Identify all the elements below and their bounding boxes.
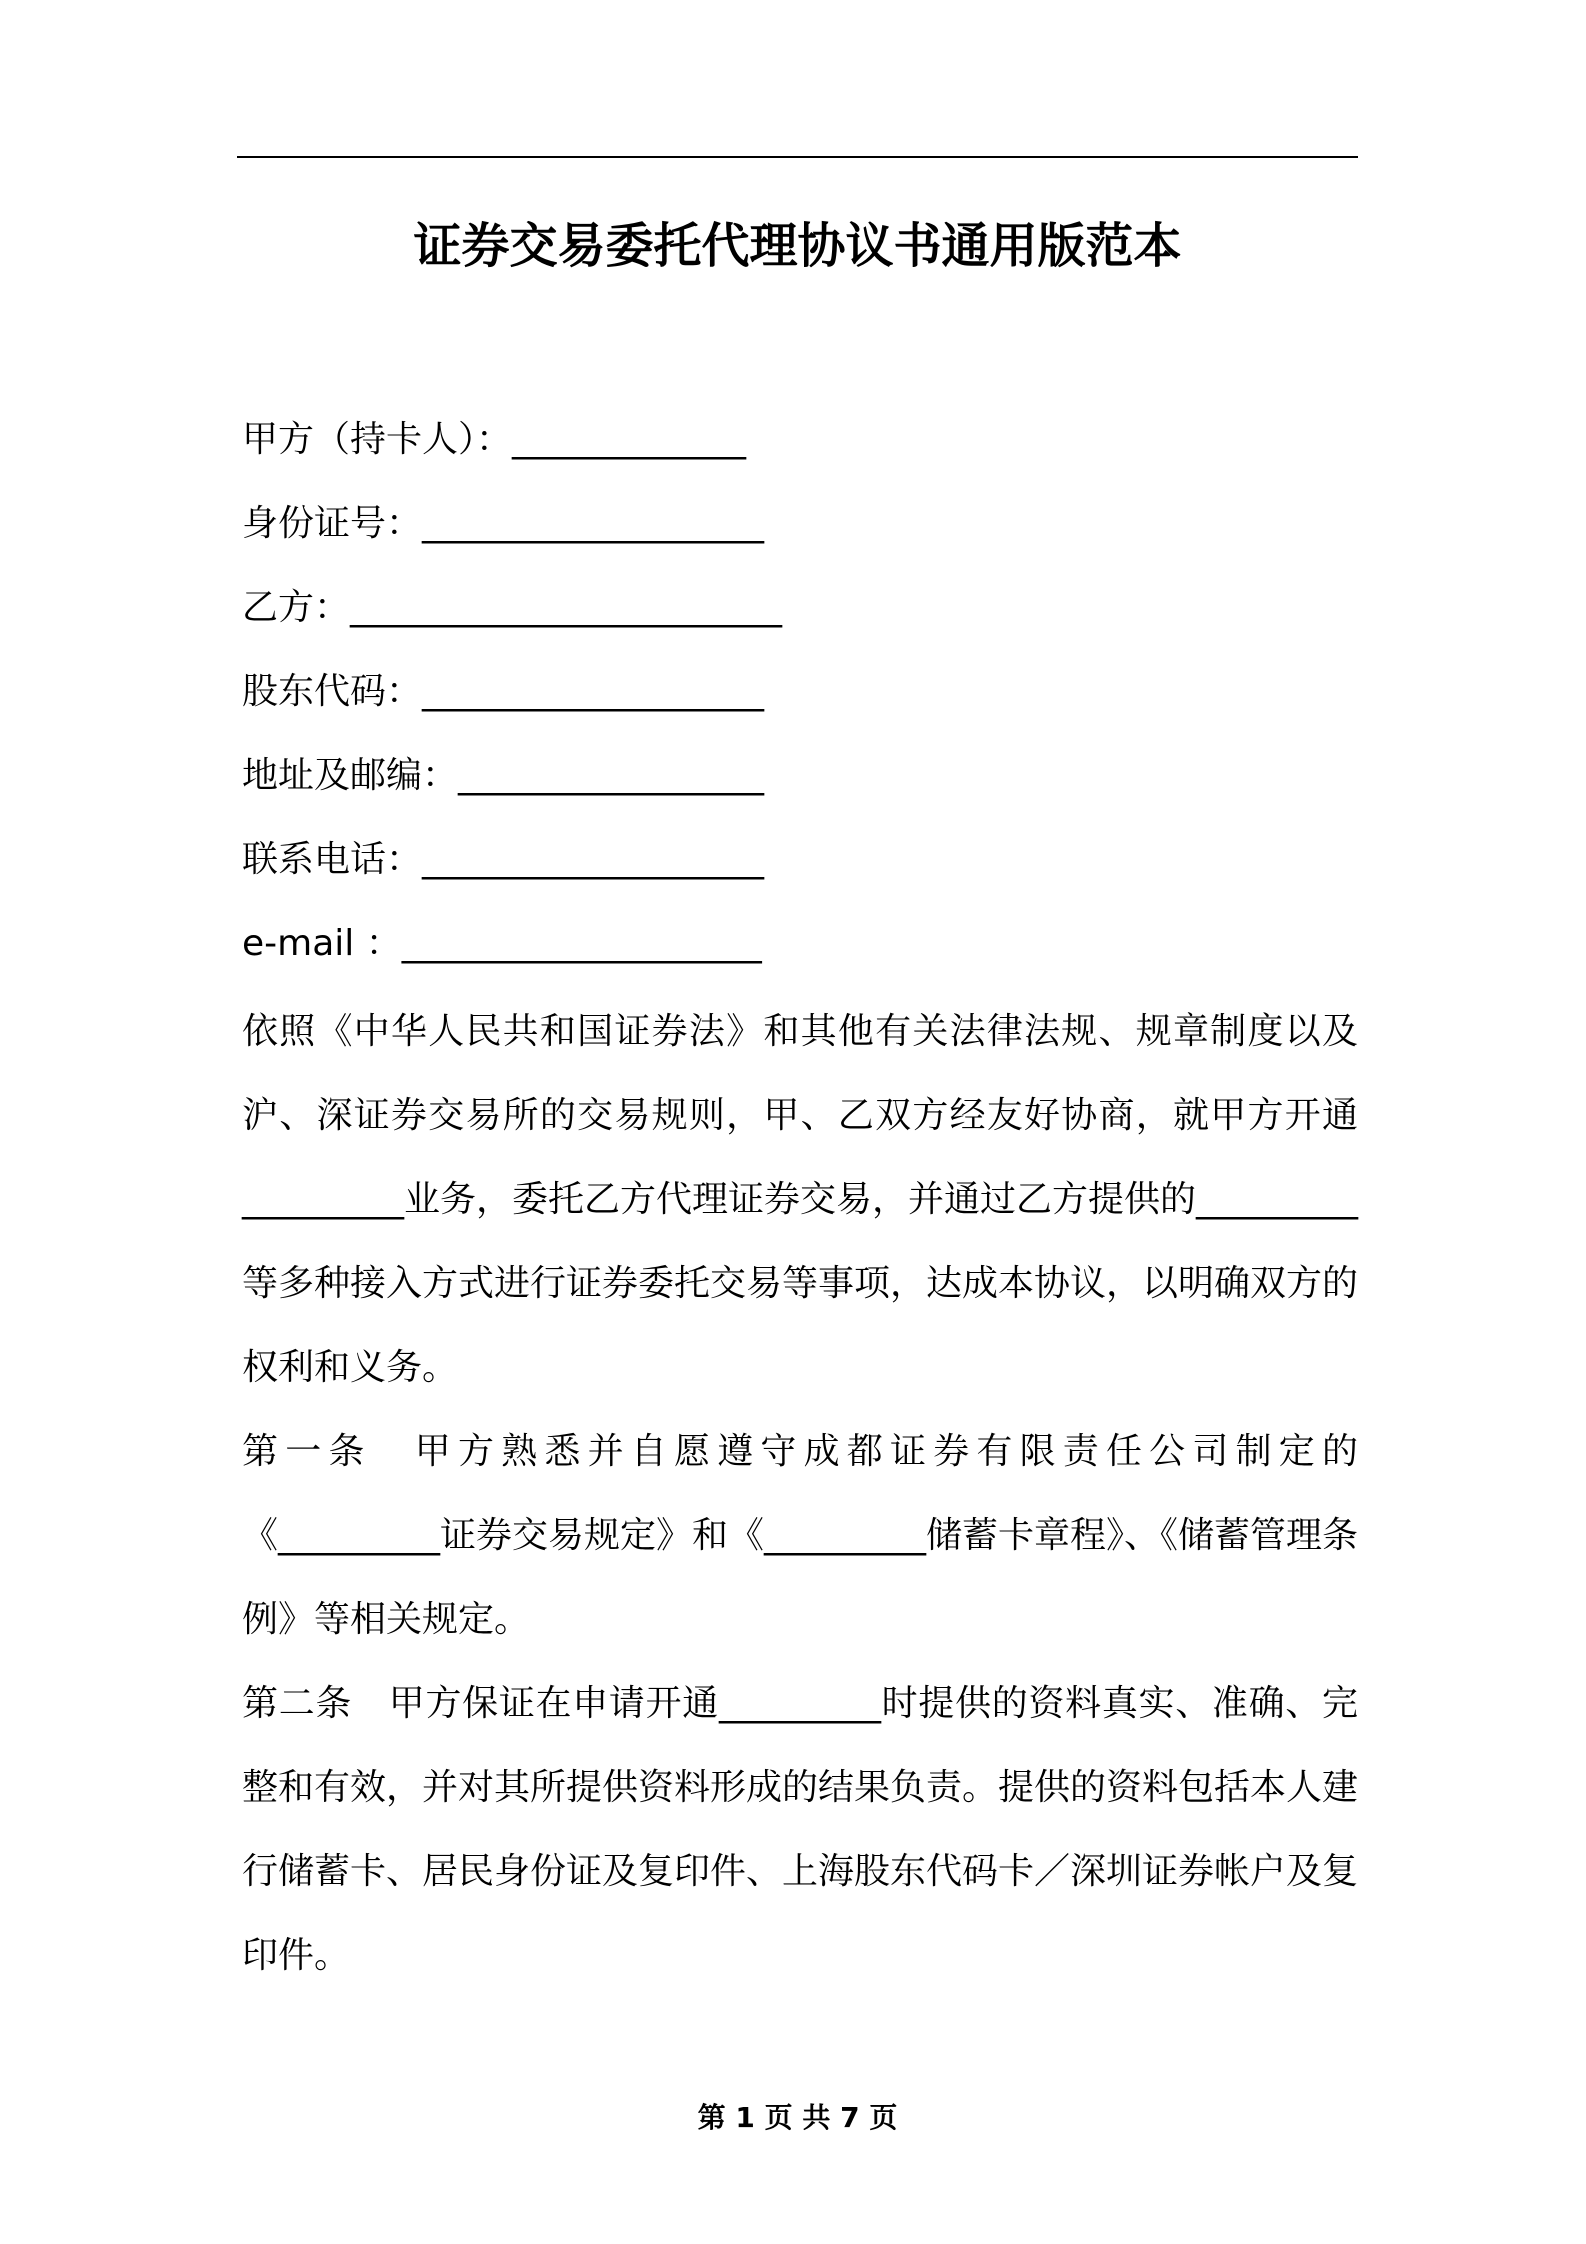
paragraph-preamble: 依照《中华人民共和国证券法》和其他有关法律法规、规章制度以及沪、深证券交易所的交易规则，甲、乙双方经友好协商，就甲方开通_________业务，委托乙方代理证券交易，并通过乙方提供的_________等多种接入方式进行证券委托交易等事项，达成本协议，以明确双方的权利和义务。 — [242, 1011, 1359, 1388]
field-id-number: 身份证号：___________________ — [242, 503, 765, 544]
field-shareholder-code: 股东代码：___________________ — [242, 671, 765, 712]
field-phone: 联系电话：___________________ — [242, 839, 765, 880]
page-number-footer: 第 1 页 共 7 页 — [697, 2101, 898, 2134]
header-rule — [237, 156, 1358, 158]
document-title: 证券交易委托代理协议书通用版范本 — [413, 218, 1182, 274]
field-email: e-mail ：____________________ — [242, 923, 762, 964]
paragraph-article-1: 第一条 甲方熟悉并自愿遵守成都证券有限责任公司制定的《_________证券交易规定》和《_________储蓄卡章程》、《储蓄管理条例》等相关规定。 — [242, 1431, 1359, 1640]
agreement-body — [242, 990, 1358, 1998]
party-info-fields — [242, 410, 1362, 998]
field-party-b: 乙方：________________________ — [242, 587, 783, 628]
paragraph-article-2: 第二条 甲方保证在申请开通_________时提供的资料真实、准确、完整和有效，并对其所提供资料形成的结果负责。提供的资料包括本人建行储蓄卡、居民身份证及复印件、上海股东代码卡／深圳证券帐户及复印件。 — [242, 1683, 1359, 1976]
field-party-a: 甲方（持卡人）：_____________ — [242, 419, 747, 460]
field-address-postcode: 地址及邮编：_________________ — [242, 755, 765, 796]
